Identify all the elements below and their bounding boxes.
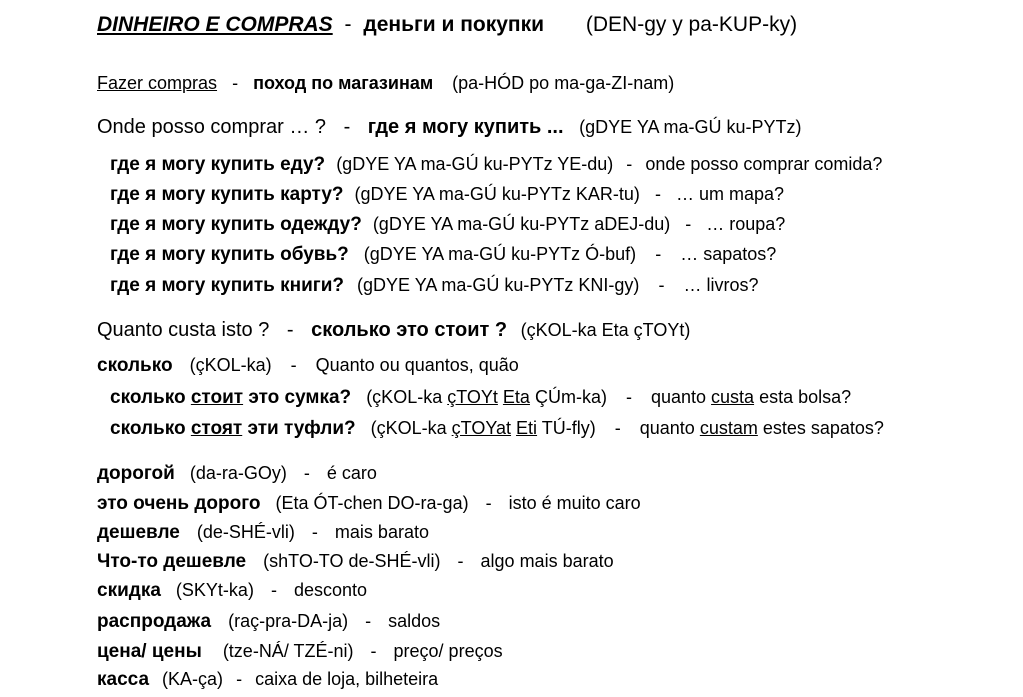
vocab-ru: распродажа <box>97 611 212 632</box>
where-item-ru: где я могу купить обувь? <box>110 244 349 265</box>
pron-verb: çTOYt <box>447 387 498 407</box>
where-item-pronunciation: (gDYE YA ma-GÚ ku-PYTz aDEJ-du) <box>372 214 671 234</box>
where-item-separator: - <box>685 214 692 234</box>
vocab-pt: é caro <box>326 463 377 483</box>
example-line <box>110 418 884 440</box>
vocab-pt: isto é muito caro <box>508 493 641 513</box>
where-ru: где я могу купить ... <box>367 116 564 138</box>
howmuch-line <box>97 319 690 342</box>
where-item-pt: onde posso comprar comida? <box>645 154 883 174</box>
example-pronunciation <box>366 387 607 407</box>
vocab-pt: mais barato <box>334 522 429 542</box>
where-item-separator: - <box>626 154 633 174</box>
where-line <box>97 116 802 139</box>
vocab-separator: - <box>311 522 318 542</box>
howmuch-pronunciation: (çKOL-ka Eta çTOYt) <box>520 320 691 340</box>
pt-verb: custa <box>711 387 755 407</box>
vocab-ru: дешевле <box>97 522 180 543</box>
example-ru-part: это сумка? <box>243 387 352 408</box>
skolko-ru: сколько <box>97 355 173 376</box>
pt-part: quanto <box>650 387 712 407</box>
vocab-pronunciation: (Eta ÓT-chen DO-ra-ga) <box>275 493 469 513</box>
where-item-pronunciation: (gDYE YA ma-GÚ ku-PYTz KAR-tu) <box>354 184 640 204</box>
pt-part: esta bolsa? <box>754 387 852 407</box>
example-ru-verb: стоит <box>190 387 244 408</box>
example-pt <box>651 387 851 407</box>
pt-part: quanto <box>639 418 700 438</box>
vocab-pt: caixa de loja, bilheteira <box>255 669 439 689</box>
example-ru-part: эти туфли? <box>242 418 356 439</box>
skolko-line <box>97 355 519 377</box>
vocab-ru: Что-то дешевле <box>97 551 247 572</box>
vocab-item <box>97 463 377 485</box>
vocab-separator: - <box>370 641 377 661</box>
pt-part: estes sapatos? <box>757 418 884 438</box>
where-item-ru: где я могу купить карту? <box>110 184 344 205</box>
title-pt: DINHEIRO E COMPRAS <box>97 13 333 36</box>
vocab-item <box>97 641 503 663</box>
vocab-separator: - <box>365 611 372 631</box>
vocab-pronunciation: (KA-ça) <box>162 669 224 689</box>
vocab-pt: algo mais barato <box>480 551 614 571</box>
pron-part: ÇÚm-ka) <box>529 387 607 407</box>
vocab-pt: saldos <box>388 611 441 631</box>
vocab-pronunciation: (SKYt-ka) <box>175 580 254 600</box>
howmuch-ru: сколько это стоит ? <box>311 319 508 341</box>
vocab-item <box>97 611 440 633</box>
pron-verb: çTOYat <box>451 418 512 438</box>
where-item <box>110 154 882 176</box>
where-item-ru: где я могу купить книги? <box>110 275 344 296</box>
where-item-pronunciation: (gDYE YA ma-GÚ ku-PYTz YE-du) <box>336 154 614 174</box>
example-pt <box>640 418 884 438</box>
vocab-item <box>97 522 429 544</box>
howmuch-separator: - <box>286 319 294 341</box>
where-item-pt: … roupa? <box>706 214 786 234</box>
example-separator: - <box>625 387 632 407</box>
shopping-pronunciation: (pa-HÓD po ma-ga-ZI-nam) <box>452 73 675 93</box>
vocab-pronunciation: (raç-pra-DA-ja) <box>228 611 349 631</box>
vocab-item <box>97 669 438 691</box>
pron-pronoun: Eta <box>502 387 530 407</box>
where-item-pronunciation: (gDYE YA ma-GÚ ku-PYTz KNI-gy) <box>357 275 640 295</box>
example-ru-verb: стоят <box>190 418 243 439</box>
example-pronunciation <box>371 418 596 438</box>
example-ru-part: сколько <box>110 387 191 408</box>
skolko-separator: - <box>290 355 297 375</box>
example-separator: - <box>614 418 621 438</box>
vocab-item <box>97 493 641 515</box>
vocab-ru: касса <box>97 669 150 690</box>
where-item-pt: … livros? <box>683 275 759 295</box>
where-item <box>110 244 776 266</box>
example-line <box>110 387 851 409</box>
title-ru: деньги и покупки <box>363 13 545 36</box>
where-item-pt: … um mapa? <box>675 184 785 204</box>
shopping-line <box>97 73 674 94</box>
vocab-pronunciation: (shTO-TO de-SHÉ-vli) <box>263 551 441 571</box>
where-pt: Onde posso comprar … ? <box>97 116 326 138</box>
where-item <box>110 214 785 236</box>
vocab-separator: - <box>270 580 277 600</box>
skolko-pt: Quanto ou quantos, quão <box>315 355 519 375</box>
where-item-pt: … sapatos? <box>680 244 777 264</box>
pron-pronoun: Eti <box>516 418 538 438</box>
title-pronunciation: (DEN-gy y pa-KUP-ky) <box>585 13 798 36</box>
title-separator: - <box>344 13 352 36</box>
shopping-ru: поход по магазинам <box>253 73 434 93</box>
where-item-ru: где я могу купить одежду? <box>110 214 362 235</box>
pron-part: (çKOL-ka <box>366 387 448 407</box>
example-ru <box>110 387 351 408</box>
where-item <box>110 275 758 297</box>
vocab-item <box>97 551 614 573</box>
howmuch-pt: Quanto custa isto ? <box>97 319 270 341</box>
where-item <box>110 184 784 206</box>
vocab-separator: - <box>236 669 243 689</box>
example-ru-part: сколько <box>110 418 191 439</box>
vocab-separator: - <box>485 493 492 513</box>
vocab-ru: цена/ цены <box>97 641 202 662</box>
vocab-ru: это очень дорого <box>97 493 261 514</box>
where-item-separator: - <box>658 275 665 295</box>
shopping-pt: Fazer compras <box>97 73 218 93</box>
vocab-item <box>97 580 367 602</box>
where-item-separator: - <box>655 244 662 264</box>
vocab-pronunciation: (de-SHÉ-vli) <box>196 522 295 542</box>
example-ru <box>110 418 356 439</box>
page-title <box>97 13 797 37</box>
vocab-pronunciation: (da-ra-GOy) <box>189 463 287 483</box>
pron-part: TÚ-fly) <box>537 418 596 438</box>
vocab-separator: - <box>457 551 464 571</box>
vocab-pronunciation: (tze-NÁ/ TZÉ-ni) <box>222 641 354 661</box>
pron-part: (çKOL-ka <box>370 418 452 438</box>
vocab-pt: preço/ preços <box>393 641 503 661</box>
shopping-separator: - <box>232 73 239 93</box>
where-separator: - <box>343 116 351 138</box>
vocab-pt: desconto <box>293 580 368 600</box>
skolko-pronunciation: (çKOL-ka) <box>189 355 272 375</box>
where-pronunciation: (gDYE YA ma-GÚ ku-PYTz) <box>579 117 802 137</box>
where-item-ru: где я могу купить еду? <box>110 154 326 175</box>
vocab-ru: дорогой <box>97 463 175 484</box>
where-item-pronunciation: (gDYE YA ma-GÚ ku-PYTz Ó-buf) <box>363 244 637 264</box>
vocab-ru: скидка <box>97 580 161 601</box>
where-item-separator: - <box>654 184 661 204</box>
pt-verb: custam <box>699 418 758 438</box>
vocab-separator: - <box>303 463 310 483</box>
